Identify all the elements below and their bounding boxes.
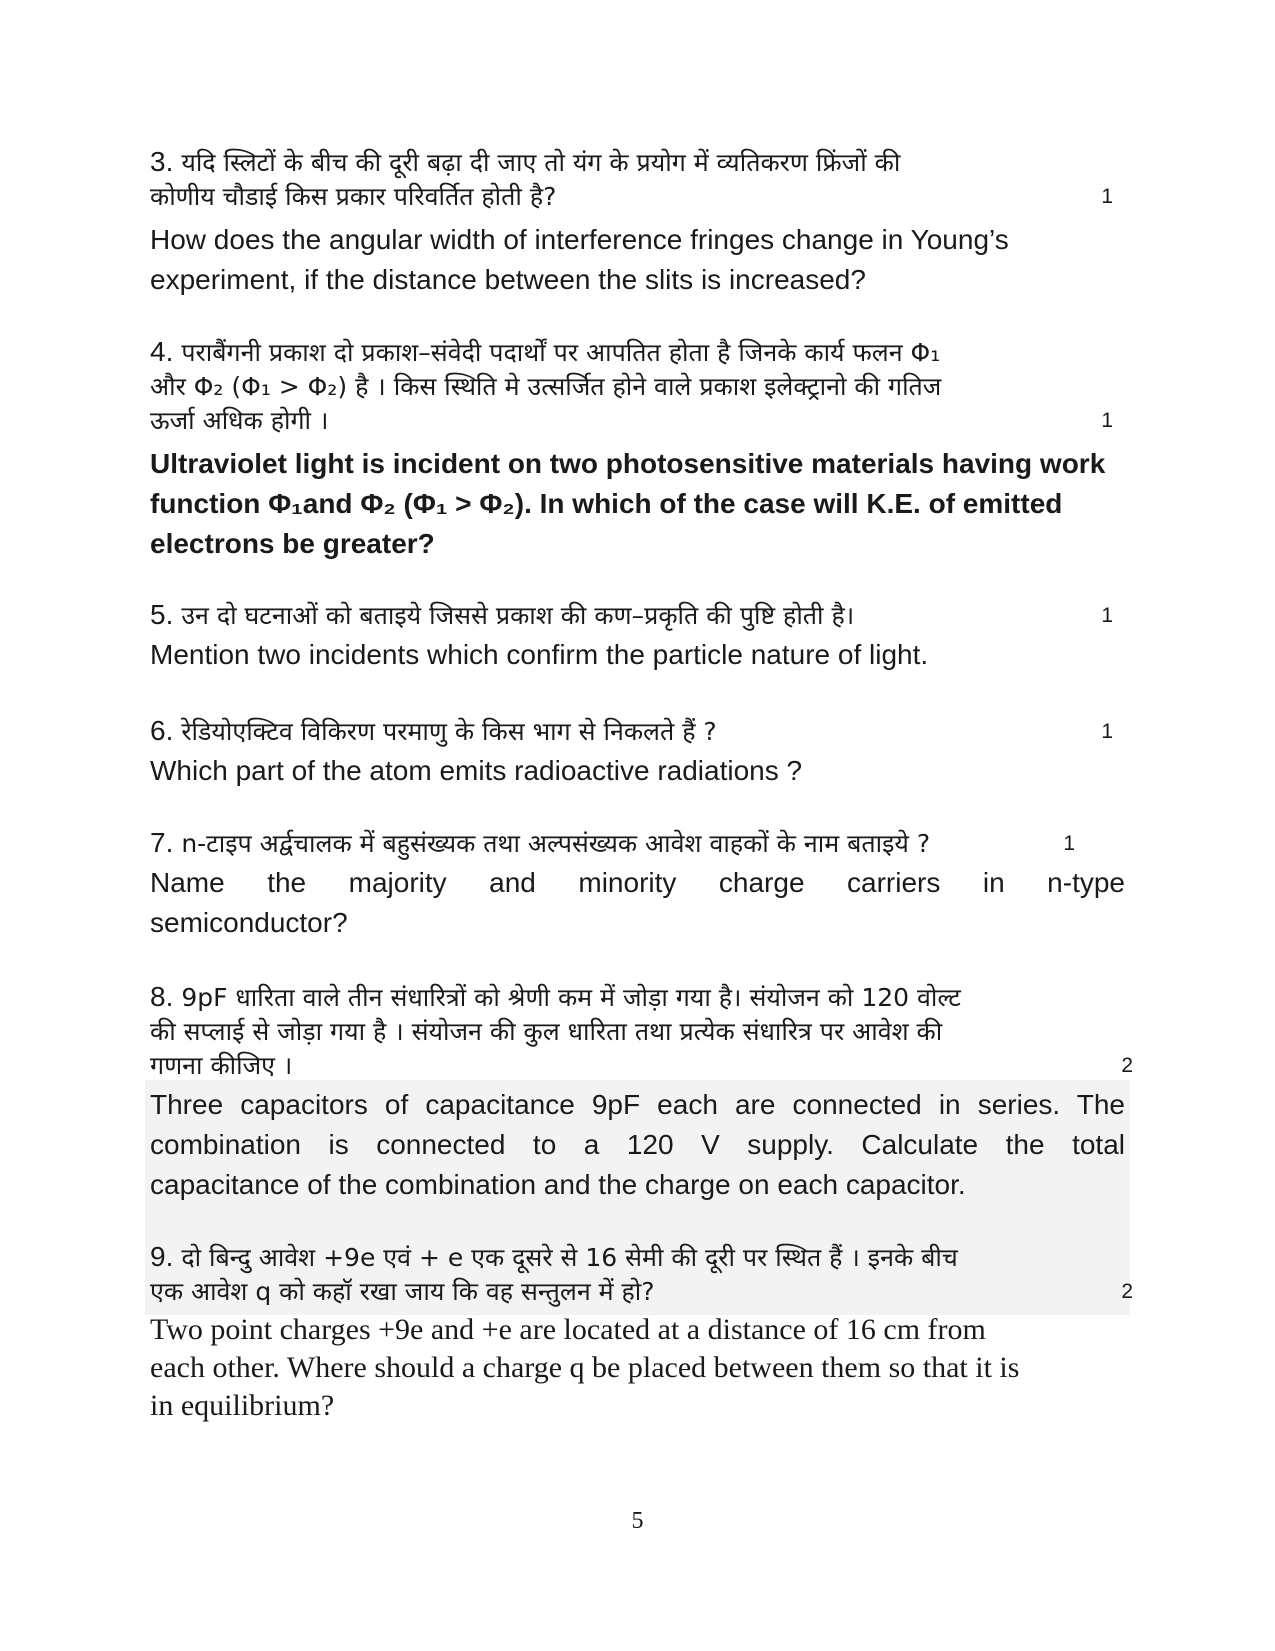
question-5-english [150,635,1125,675]
question-6 [150,714,1125,791]
question-6-hindi [150,714,1125,749]
question-number: 3. [150,146,174,177]
page-number: 5 [631,1508,644,1534]
question-8-hindi [150,980,1133,1083]
english-line: combination is connected to a 120 V supply. Calculate the total [150,1129,1125,1160]
question-number: 8. [150,981,174,1012]
hindi-line: एक आवेश q को कहॉ रखा जाय कि वह सन्तुलन में हो? [150,1277,655,1306]
english-line: semiconductor? [150,907,348,938]
marks: 1 [1101,185,1113,208]
english-line: experiment, if the distance between the slits is increased? [150,264,866,295]
marks: 2 [1121,1280,1133,1303]
question-9 [150,1240,1133,1425]
marks: 1 [1101,604,1113,627]
english-line: How does the angular width of interference fringes change in Young’s [150,224,1009,255]
hindi-line: और Φ₂ (Φ₁ > Φ₂) है । किस स्थिति मे उत्सर्जित होने वाले प्रकाश इलेक्ट्रानो की गतिज [150,372,942,401]
question-7 [150,826,1125,943]
english-line: capacitance of the combination and the charge on each capacitor. [150,1169,966,1200]
question-4-english [150,444,1125,564]
question-8-english [150,1085,1125,1205]
hindi-line: गणना कीजिए । [150,1051,293,1080]
english-line: electrons be greater? [150,528,435,559]
hindi-line: 9pF धारिता वाले तीन संधारित्रों को श्रेणी कम में जोड़ा गया है। संयोजन को 120 वोल्ट [181,983,961,1012]
marks: 1 [1063,832,1075,855]
question-number: 4. [150,336,174,367]
question-number: 6. [150,715,174,746]
question-number: 7. [150,827,174,858]
question-4-hindi [150,335,1125,438]
question-3-english [150,220,1125,300]
hindi-line: रेडियोएक्टिव विकिरण परमाणु के किस भाग से निकलते हैं ? [181,717,717,746]
marks: 2 [1121,1054,1133,1077]
question-3-hindi [150,145,1125,214]
question-number: 9. [150,1241,174,1272]
english-line: Three capacitors of capacitance 9pF each are connected in series. The [150,1089,1125,1120]
question-4 [150,335,1125,564]
hindi-line: की सप्लाई से जोड़ा गया है । संयोजन की कुल धारिता तथा प्रत्येक संधारित्र पर आवेश की [150,1017,943,1046]
question-5 [150,598,1125,675]
hindi-line: पराबैंगनी प्रकाश दो प्रकाश–संवेदी पदार्थों पर आपतित होता है जिनके कार्य फलन Φ₁ [181,338,941,367]
english-line: Name the majority and minority charge carriers in n-type [150,867,1125,898]
question-7-english [150,863,1125,943]
hindi-line: यदि स्लिटों के बीच की दूरी बढ़ा दी जाए तो यंग के प्रयोग में व्यतिकरण फ्रिंजों की [181,148,901,177]
english-line: function Φ₁and Φ₂ (Φ₁ > Φ₂). In which of the case will K.E. of emitted [150,488,1063,519]
question-7-hindi [150,826,1125,861]
hindi-line: दो बिन्दु आवेश +9e एवं + e एक दूसरे से 16 सेमी की दूरी पर स्थित हैं । इनके बीच [181,1243,958,1272]
question-3 [150,145,1125,300]
question-number: 5. [150,599,174,630]
hindi-line: ऊर्जा अधिक होगी । [150,406,329,435]
hindi-line: उन दो घटनाओं को बताइये जिससे प्रकाश की कण–प्रकृति की पुष्टि होती है। [181,601,855,630]
hindi-line: n-टाइप अर्द्वचालक में बहुसंख्यक तथा अल्पसंख्यक आवेश वाहकों के नाम बताइये ? [181,829,931,858]
english-line: in equilibrium? [150,1389,335,1422]
english-line: Which part of the atom emits radioactive radiations ? [150,755,803,786]
question-8 [150,980,1133,1205]
english-line: Two point charges +9e and +e are located at a distance of 16 cm from [150,1313,986,1346]
english-line: Ultraviolet light is incident on two photosensitive materials having work [150,448,1106,479]
question-5-hindi [150,598,1125,633]
question-6-english [150,751,1125,791]
question-9-english [150,1311,1125,1425]
question-9-hindi [150,1240,1133,1309]
english-line: each other. Where should a charge q be placed between them so that it is [150,1351,1020,1384]
marks: 1 [1101,720,1113,743]
hindi-line: कोणीय चौडाई किस प्रकार परिवर्तित होती है? [150,182,557,211]
marks: 1 [1101,409,1113,432]
english-line: Mention two incidents which confirm the particle nature of light. [150,639,929,670]
